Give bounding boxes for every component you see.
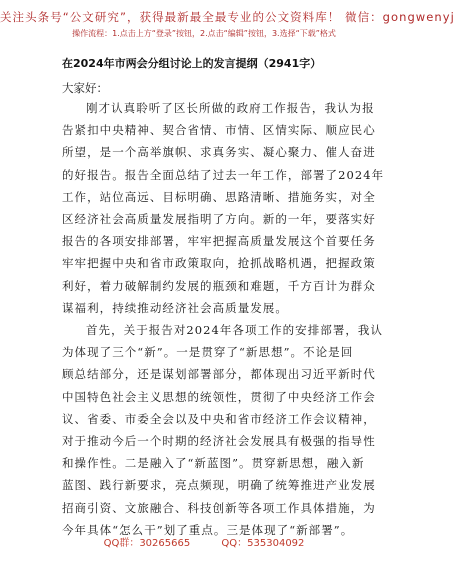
banner-line-2: 操作流程：1.点击上方“登录”按钮，2.点击“编辑”按钮，3.选择“下载”格式 [72, 29, 336, 39]
greeting: 大家好： [62, 81, 108, 95]
paragraph-line: 议、省委、市委全会以及中央和省市经济工作会议精神， [62, 411, 376, 426]
paragraph-line: 告紧扣中央精神、契合省情、市情、区情实际、顺应民心 [62, 123, 376, 138]
paragraph-line: 利好，着力破解制约发展的瓶颈和难题，千方百计为群众 [62, 278, 376, 293]
document-title: 在2024年市两会分组讨论上的发言提纲（2941字） [62, 57, 322, 70]
paragraph-line: 刚才认真聆听了区长所做的政府工作报告，我认为报 [86, 101, 375, 115]
footer-contact [0, 537, 408, 551]
qq-number: QQ：535304092 [221, 538, 305, 549]
paragraph-line: 牢牢把握中央和省市政策取向，抢抓战略机遇，把握政策 [62, 256, 376, 271]
paragraph-line: 谋福利，持续推动经济社会高质量发展。 [62, 300, 288, 315]
body-paragraph [62, 97, 385, 319]
paragraph-line: 首先，关于报告对2024年各项工作的安排部署，我认 [86, 323, 384, 338]
paragraph-line: 顾总结部分，还是谋划部署部分，都体现出习近平新时代 [62, 367, 376, 382]
paragraph-line: 区经济社会高质量发展指明了方向。新的一年，要落实好 [62, 212, 376, 227]
paragraph-line: 今年具体“怎么干”划了重点。三是体现了“新部署”。 [62, 522, 354, 537]
paragraph-line: 蓝图、践行新要求，亮点频现，明确了统筹推进产业发展 [62, 478, 376, 493]
paragraph-line: 中国特色社会主义思想的统领性，贯彻了中央经济工作会 [62, 389, 376, 404]
paragraph-line: 为体现了三个“新”。一是贯穿了“新思想”。不论是回 [62, 345, 354, 360]
paragraph-line: 所望，是一个高举旗帜、求真务实、凝心聚力、催人奋进 [62, 145, 376, 160]
paragraph-line: 对于推动今后一个时期的经济社会发展具有极强的指导性 [62, 434, 376, 449]
paragraph-line: 招商引资、文旅融合、科技创新等各项工作具体措施，为 [62, 500, 376, 515]
banner-line-1: 关注头条号“公文研究”，获得最新最全最专业的公文资料库！ 微信：gongwenyj [0, 10, 455, 24]
paragraph-line: 的好报告。报告全面总结了过去一年工作，部署了2024年 [62, 167, 385, 182]
paragraph-line: 和操作性。二是融入了“新蓝图”。贯穿新思想，融入新 [62, 456, 365, 471]
paragraph-line: 工作，站位高远、目标明确、思路清晰、措施务实，对全 [62, 189, 376, 204]
document-body [62, 97, 385, 541]
qq-group-number: QQ群：30265665 [103, 538, 191, 549]
header-banner [0, 6, 455, 40]
body-paragraph [62, 319, 384, 541]
paragraph-line: 报告的各项安排部署，牢牢把握高质量发展这个首要任务 [62, 234, 376, 249]
